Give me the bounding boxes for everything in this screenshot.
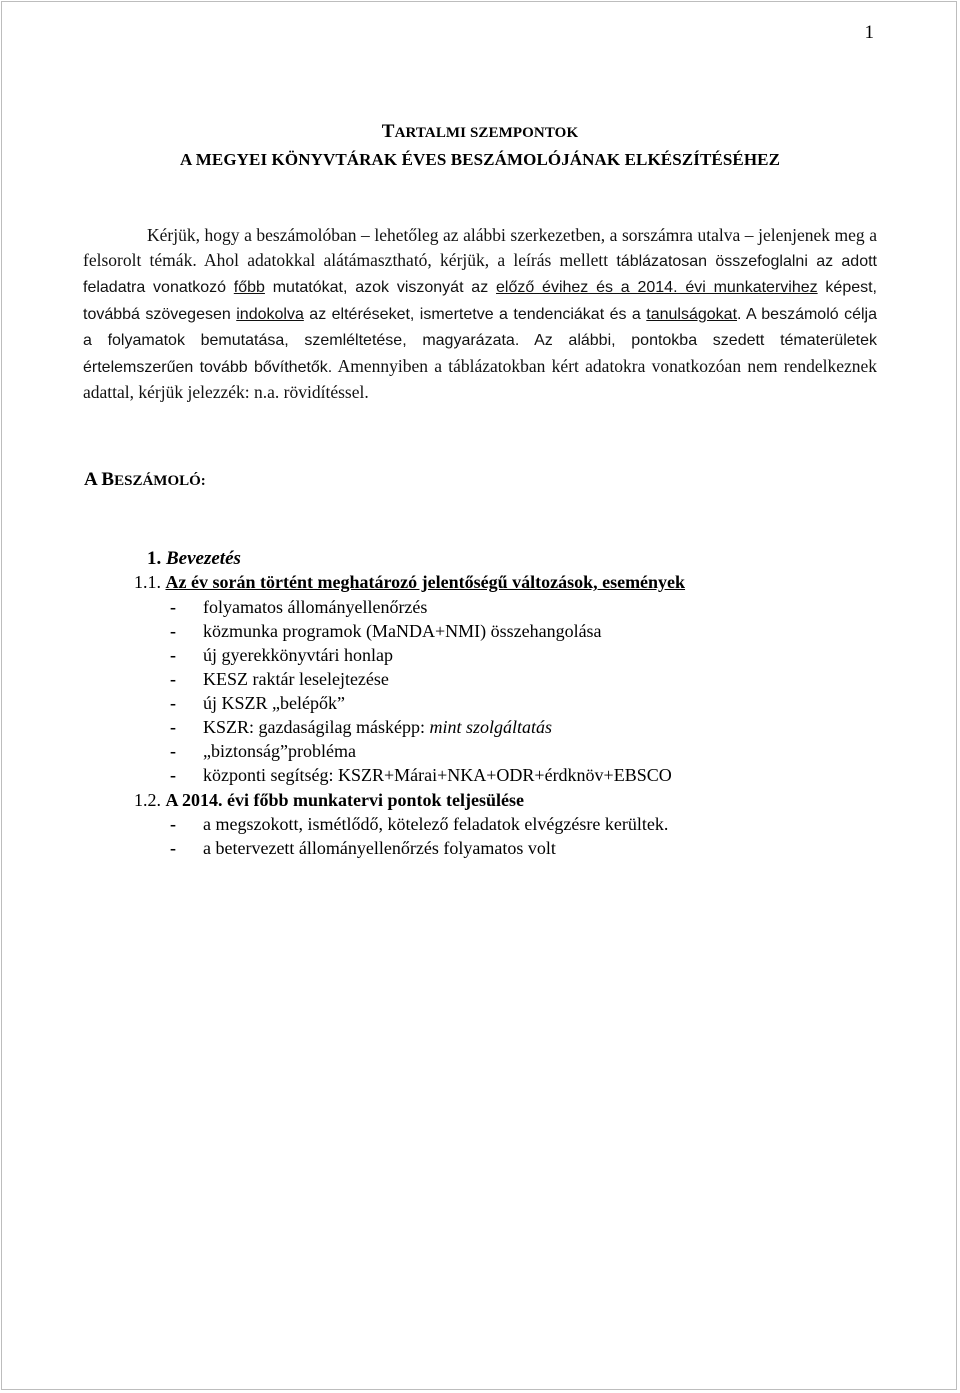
list-item: - KSZR: gazdaságilag másképp: mint szolgáltatás	[170, 717, 552, 737]
page-title: TARTALMI SZEMPONTOK	[381, 121, 579, 142]
list-item: - „biztonság”probléma	[170, 741, 356, 761]
list-item: - új KSZR „belépők”	[170, 693, 345, 713]
list-item: - folyamatos állományellenőrzés	[170, 597, 428, 617]
page-border	[1, 1, 957, 1390]
page-subtitle: A MEGYEI KÖNYVTÁRAK ÉVES BESZÁMOLÓJÁNAK ELKÉSZÍTÉSÉHEZ	[179, 150, 781, 169]
list-item: - a megszokott, ismétlődő, kötelező feladatok elvégzésre kerültek.	[170, 814, 669, 834]
section-1-heading: 1. Bevezetés	[147, 548, 241, 569]
list-item: - új gyerekkönyvtári honlap	[170, 645, 393, 665]
page-number: 1	[864, 22, 874, 43]
subsection-1-2-heading: 1.2. A 2014. évi főbb munkatervi pontok teljesülése	[134, 790, 525, 810]
list-item: - a betervezett állományellenőrzés folyamatos volt	[170, 838, 556, 858]
report-heading: A BESZÁMOLÓ:	[84, 469, 206, 490]
subsection-1-1-heading: 1.1. Az év során történt meghatározó jelentőségű változások, események	[134, 572, 686, 592]
intro-paragraph: Kérjük, hogy a beszámolóban – lehetőleg az alábbi szerkezetben, a sorszámra utalva – jelenjenek meg a felsorolt témák. Ahol adatokkal alátámasztható, kérjük, a leírás mellett táblázatosan összefoglalni az adott feladatra vonatkozó főbb mutatókat, azok viszonyát az előző évihez és a 2014. évi munkatervihez képest, továbbá szövegesen indokolva az eltéréseket, ismertetve a tendenciákat és a tanulságokat. A beszámoló célja a folyamatok bemutatása, szemléltetése, magyarázata. Az alábbi, pontokba szedett tématerületek értelemszerűen tovább bővíthetők. Amennyiben a táblázatokban kért adatokra vonatkozóan nem rendelkeznek adattal, kérjük jelezzék: n.a. rövidítéssel.	[83, 225, 878, 402]
list-item: - központi segítség: KSZR+Márai+NKA+ODR+érdknöv+EBSCO	[170, 765, 672, 785]
list-item: - KESZ raktár leselejtezése	[170, 669, 389, 689]
list-item: - közmunka programok (MaNDA+NMI) összehangolása	[170, 621, 602, 641]
